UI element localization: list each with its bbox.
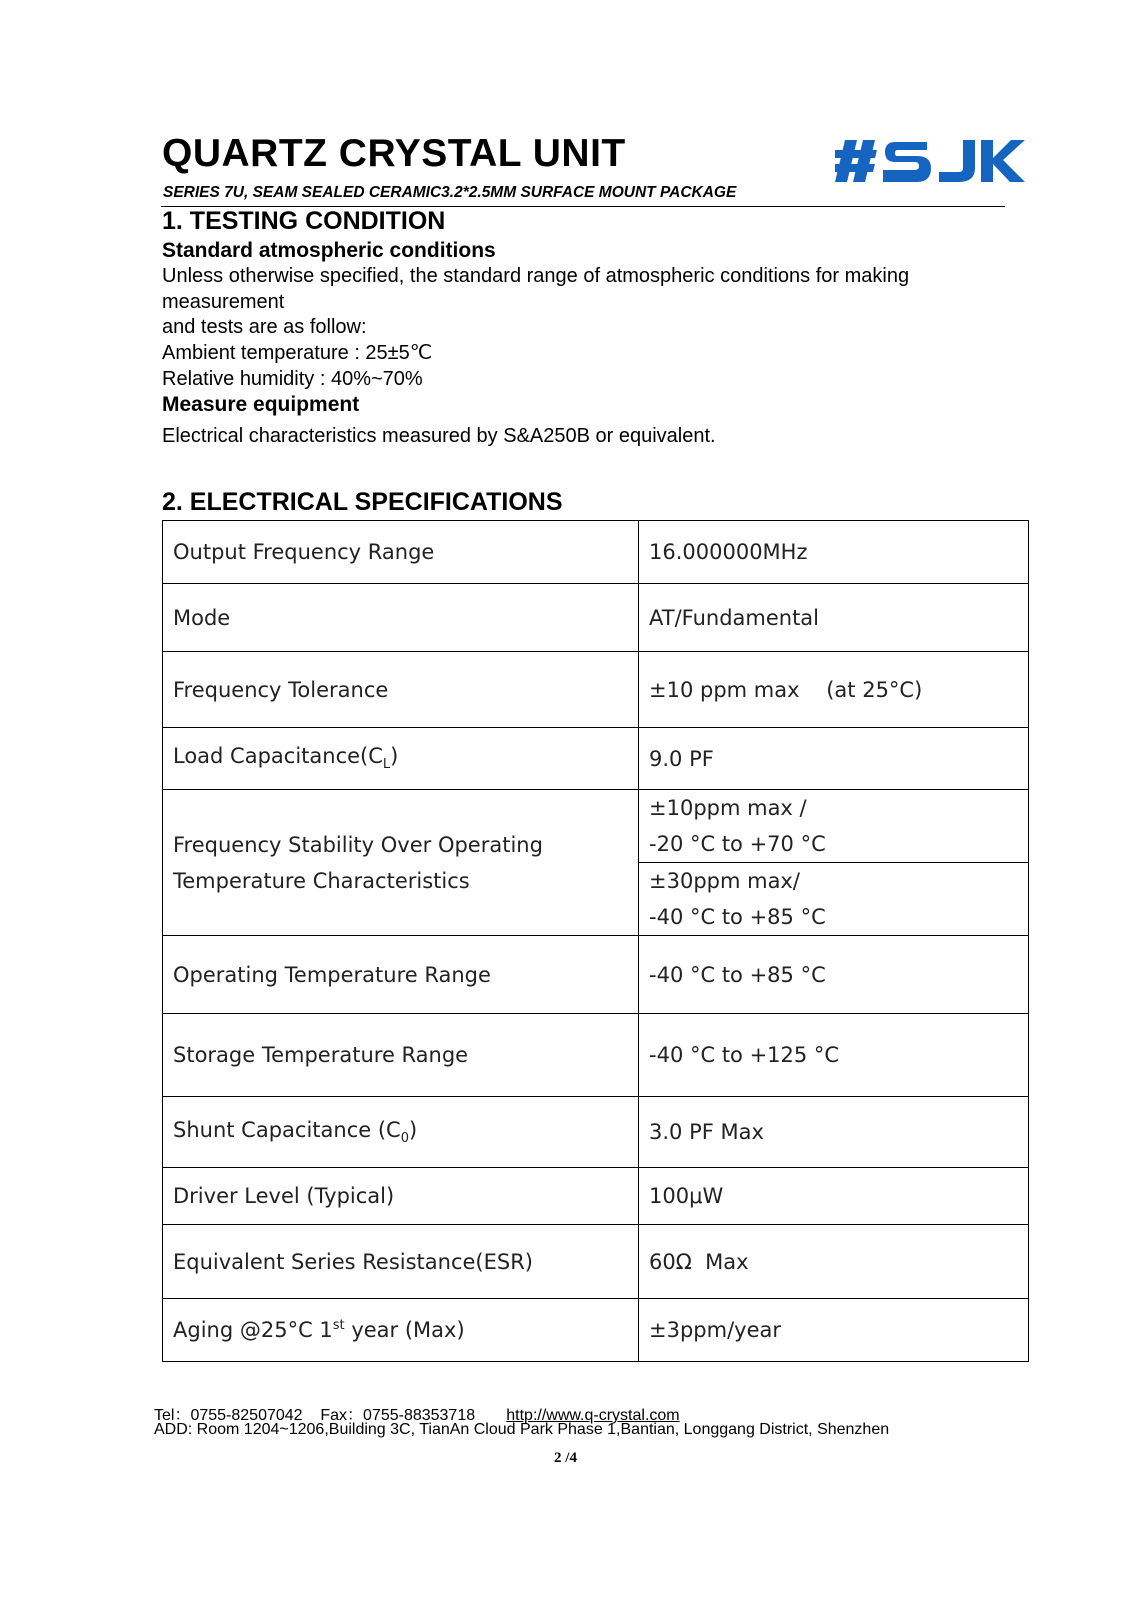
footer-tel-fax: Tel：0755-82507042 Fax：0755-88353718 xyxy=(154,1407,507,1424)
electrical-spec-table xyxy=(162,520,1029,1362)
param-cell: Shunt Capacitance $(C_0)$ xyxy=(163,1097,639,1168)
param-cell: Mode xyxy=(163,584,639,652)
paragraph-line: Unless otherwise specified, the standard range of atmospheric conditions for making xyxy=(162,265,910,287)
param-cell: Aging @25°C 1st year (Max) xyxy=(163,1299,639,1362)
table-row xyxy=(163,652,1029,728)
table-row xyxy=(163,1168,1029,1225)
measure-equipment-line: Electrical characteristics measured by S&A250B or equivalent. xyxy=(162,425,716,447)
table-row xyxy=(163,1097,1029,1168)
table-row xyxy=(163,521,1029,584)
value-cell: ±3ppm/year xyxy=(639,1299,1029,1362)
param-cell: Output Frequency Range xyxy=(163,521,639,584)
table-row xyxy=(163,1299,1029,1362)
website-link[interactable]: http://www.q-crystal.com xyxy=(506,1407,680,1424)
value-cell: -40 °C to +85 °C xyxy=(639,936,1029,1014)
table-row xyxy=(163,584,1029,652)
ambient-temperature-line: Ambient temperature : 25±5℃ xyxy=(162,342,433,364)
table-row xyxy=(163,936,1029,1014)
sjk-logo xyxy=(835,136,1025,186)
value-cell: 100μW xyxy=(639,1168,1029,1225)
table-row xyxy=(163,790,1029,863)
document-subtitle: SERIES 7U, SEAM SEALED CERAMIC3.2*2.5MM SURFACE MOUNT PACKAGE xyxy=(163,184,737,201)
subheading-standard-atmospheric: Standard atmospheric conditions xyxy=(162,239,496,262)
table-row xyxy=(163,728,1029,790)
page-number: 2 /4 xyxy=(554,1450,577,1466)
value-cell: 16.000000MHz xyxy=(639,521,1029,584)
param-cell: Driver Level (Typical) xyxy=(163,1168,639,1225)
paragraph-line: measurement xyxy=(162,291,285,313)
paragraph-line: and tests are as follow: xyxy=(162,316,367,338)
value-cell: -40 °C to +125 °C xyxy=(639,1014,1029,1097)
relative-humidity-line: Relative humidity : 40%~70% xyxy=(162,368,423,390)
value-cell: ±10 ppm max (at 25°C) xyxy=(639,652,1029,728)
value-cell: AT/Fundamental xyxy=(639,584,1029,652)
param-cell: Frequency Stability Over Operating Temperature Characteristics xyxy=(163,790,639,936)
document-title: QUARTZ CRYSTAL UNIT xyxy=(162,132,626,175)
footer-address: ADD: Room 1204~1206,Building 3C, TianAn Cloud Park Phase 1,Bantian, Longgang District, Shenzhen xyxy=(154,1421,890,1438)
section-heading-electrical-specifications: 2. ELECTRICAL SPECIFICATIONS xyxy=(162,488,563,516)
section-heading-testing-condition: 1. TESTING CONDITION xyxy=(162,207,446,235)
value-cell: ±30ppm max/ -40 °C to +85 °C xyxy=(639,863,1029,936)
subheading-measure-equipment: Measure equipment xyxy=(162,393,360,416)
table-row xyxy=(163,1014,1029,1097)
table-row xyxy=(163,1225,1029,1299)
value-cell: ±10ppm max / -20 °C to +70 °C xyxy=(639,790,1029,863)
param-cell: Storage Temperature Range xyxy=(163,1014,639,1097)
value-cell: 3.0 PF Max xyxy=(639,1097,1029,1168)
param-cell: Equivalent Series Resistance(ESR) xyxy=(163,1225,639,1299)
param-cell: Operating Temperature Range xyxy=(163,936,639,1014)
param-cell: Frequency Tolerance xyxy=(163,652,639,728)
param-cell: Load $Capacitance(C_L)$ xyxy=(163,728,639,790)
value-cell: 60Ω Max xyxy=(639,1225,1029,1299)
value-cell: 9.0 PF xyxy=(639,728,1029,790)
